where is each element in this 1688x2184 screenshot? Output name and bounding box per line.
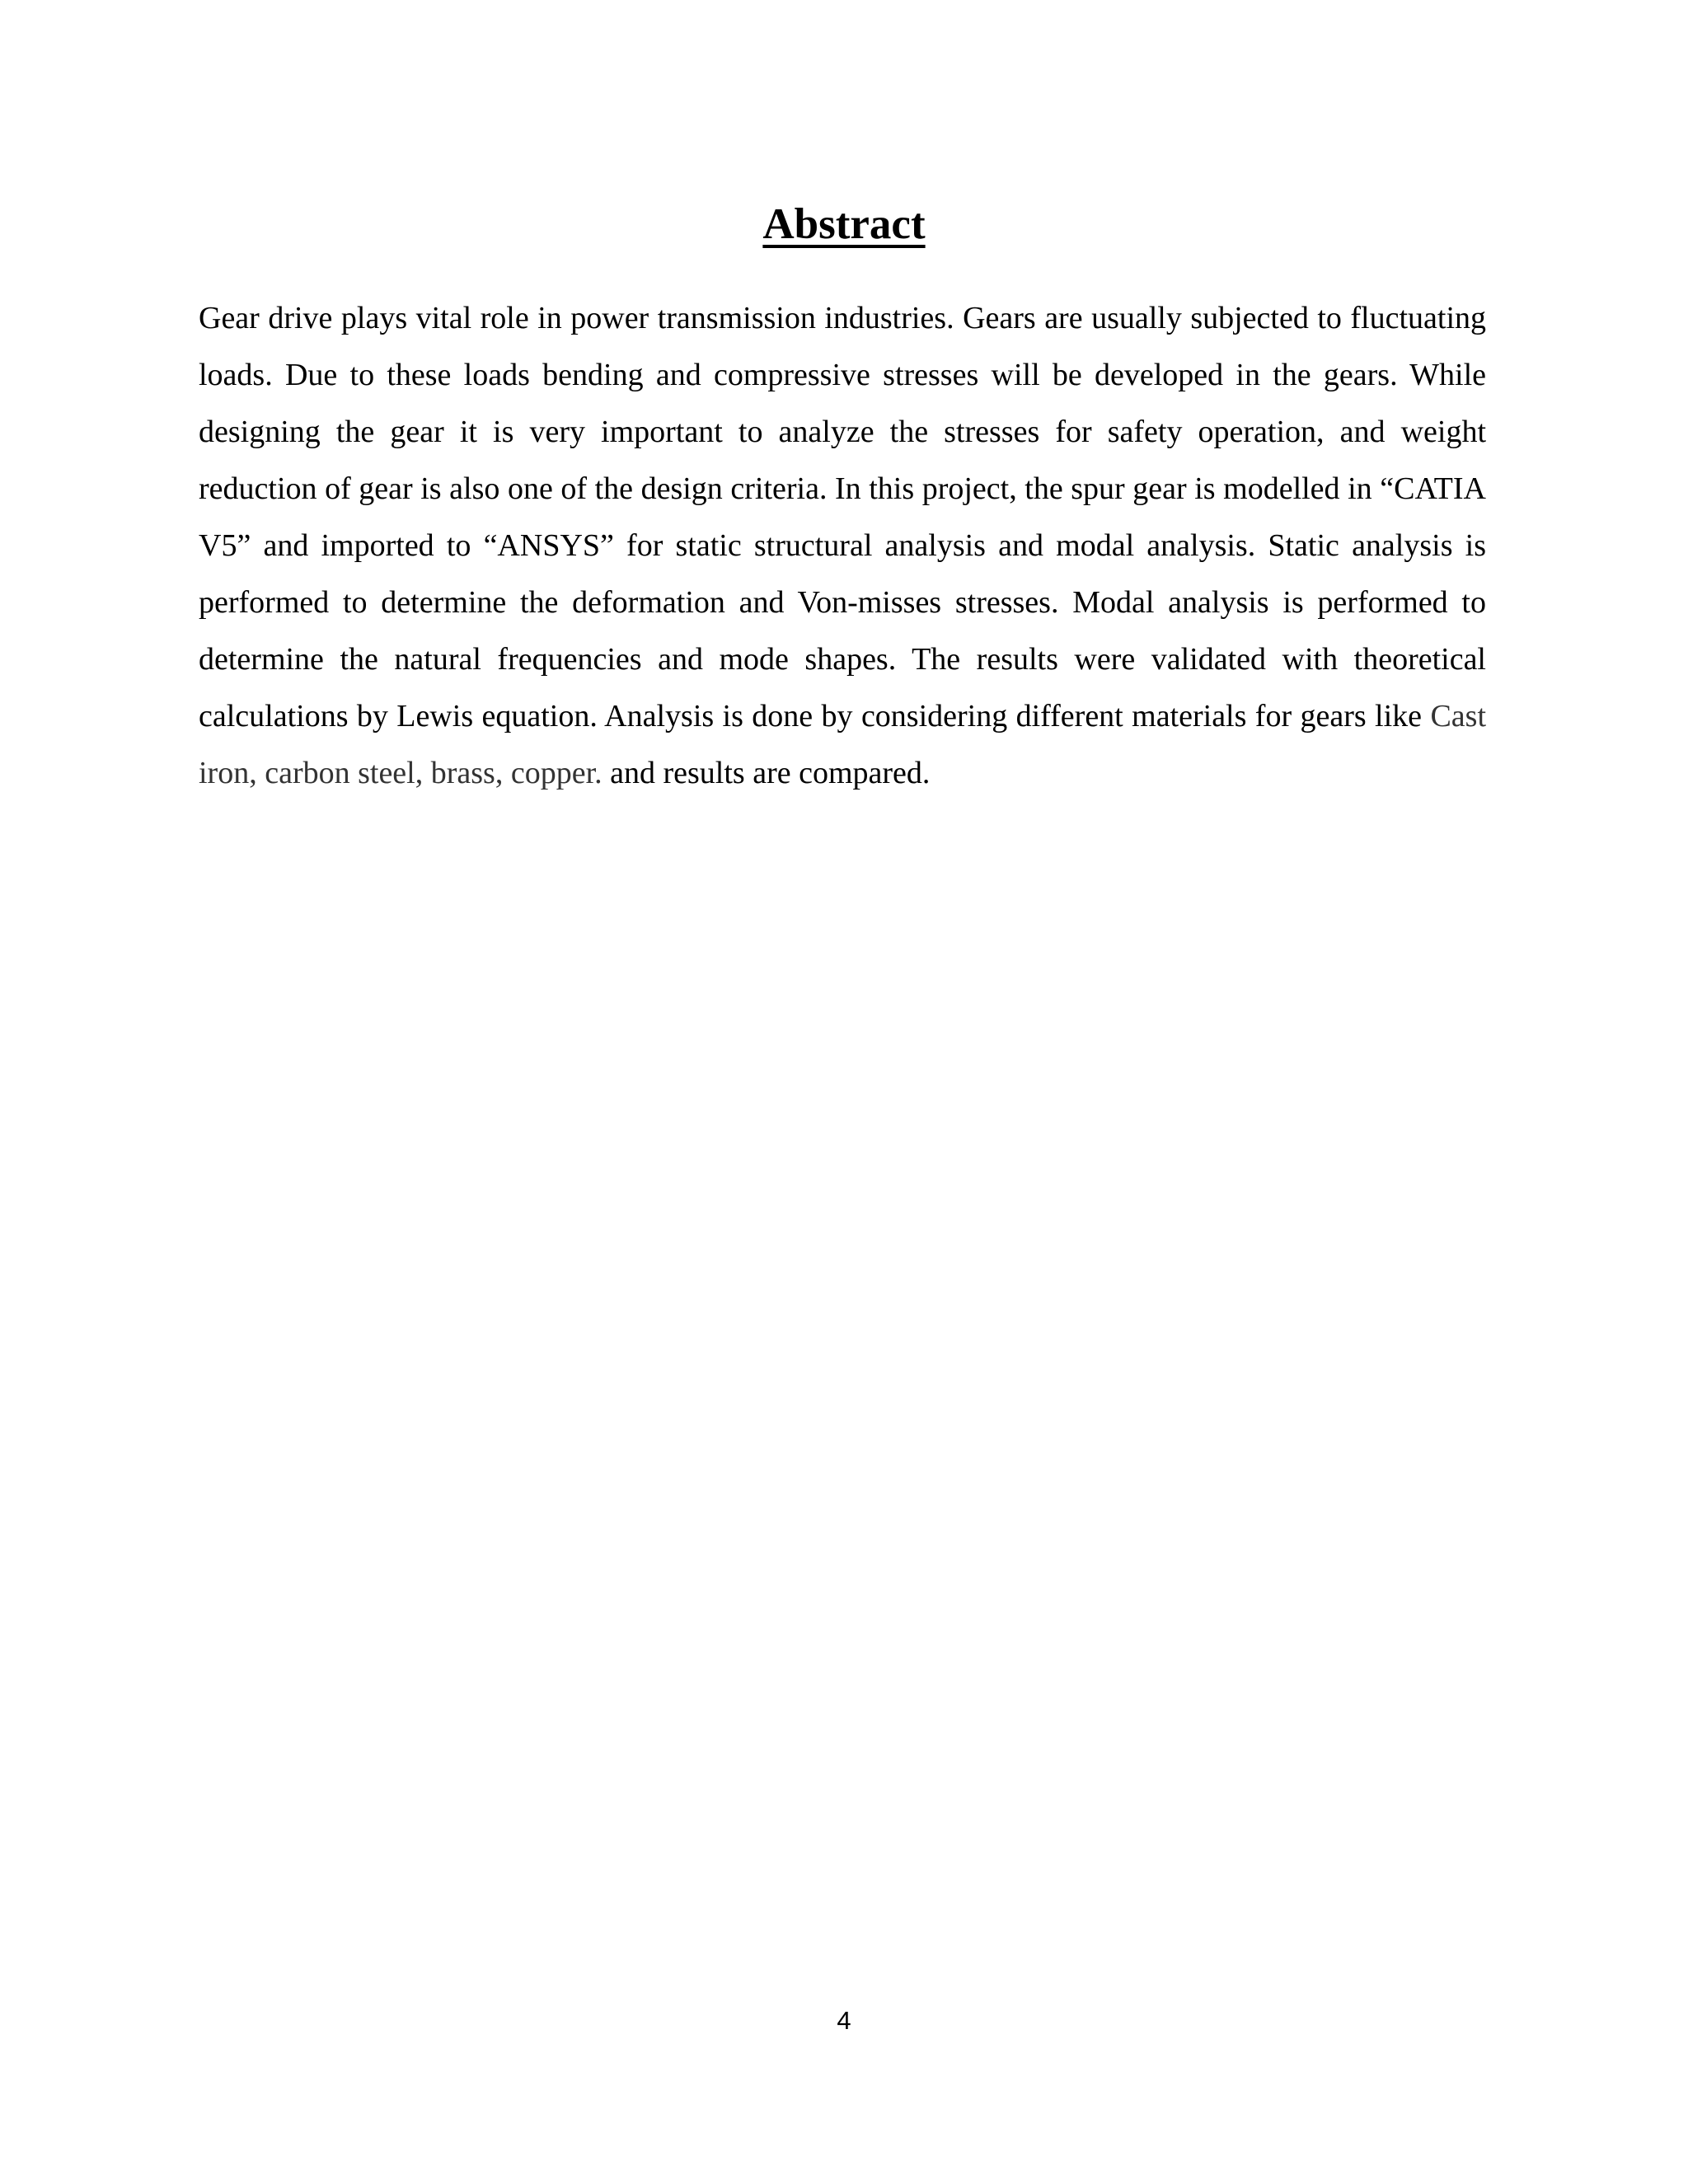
abstract-materials-list: Cast iron, carbon steel, brass, copper. bbox=[199, 699, 1486, 790]
abstract-paragraph bbox=[199, 290, 1486, 802]
abstract-heading-text: Abstract bbox=[762, 200, 926, 248]
abstract-text-end: and results are compared. bbox=[602, 756, 931, 790]
abstract-heading bbox=[0, 198, 1688, 251]
page-number: 4 bbox=[837, 2006, 851, 2035]
abstract-text-main: Gear drive plays vital role in power transmission industries. Gears are usually subjected to fluctuating loads. Due to these loads bending and compressive stresses will be developed in the gears. While designing the gear it is very important to analyze the stresses for safety operation, and weight reduction of gear is also one of the design criteria. In this project, the spur gear is modelled in “CATIA V5” and imported to “ANSYS” for static structural analysis and modal analysis. Static analysis is performed to determine the deformation and Von-misses stresses. Modal analysis is performed to determine the natural frequencies and mode shapes. The results were validated with theoretical calculations by Lewis equation. Analysis is done by considering different materials for gears like bbox=[199, 301, 1486, 733]
